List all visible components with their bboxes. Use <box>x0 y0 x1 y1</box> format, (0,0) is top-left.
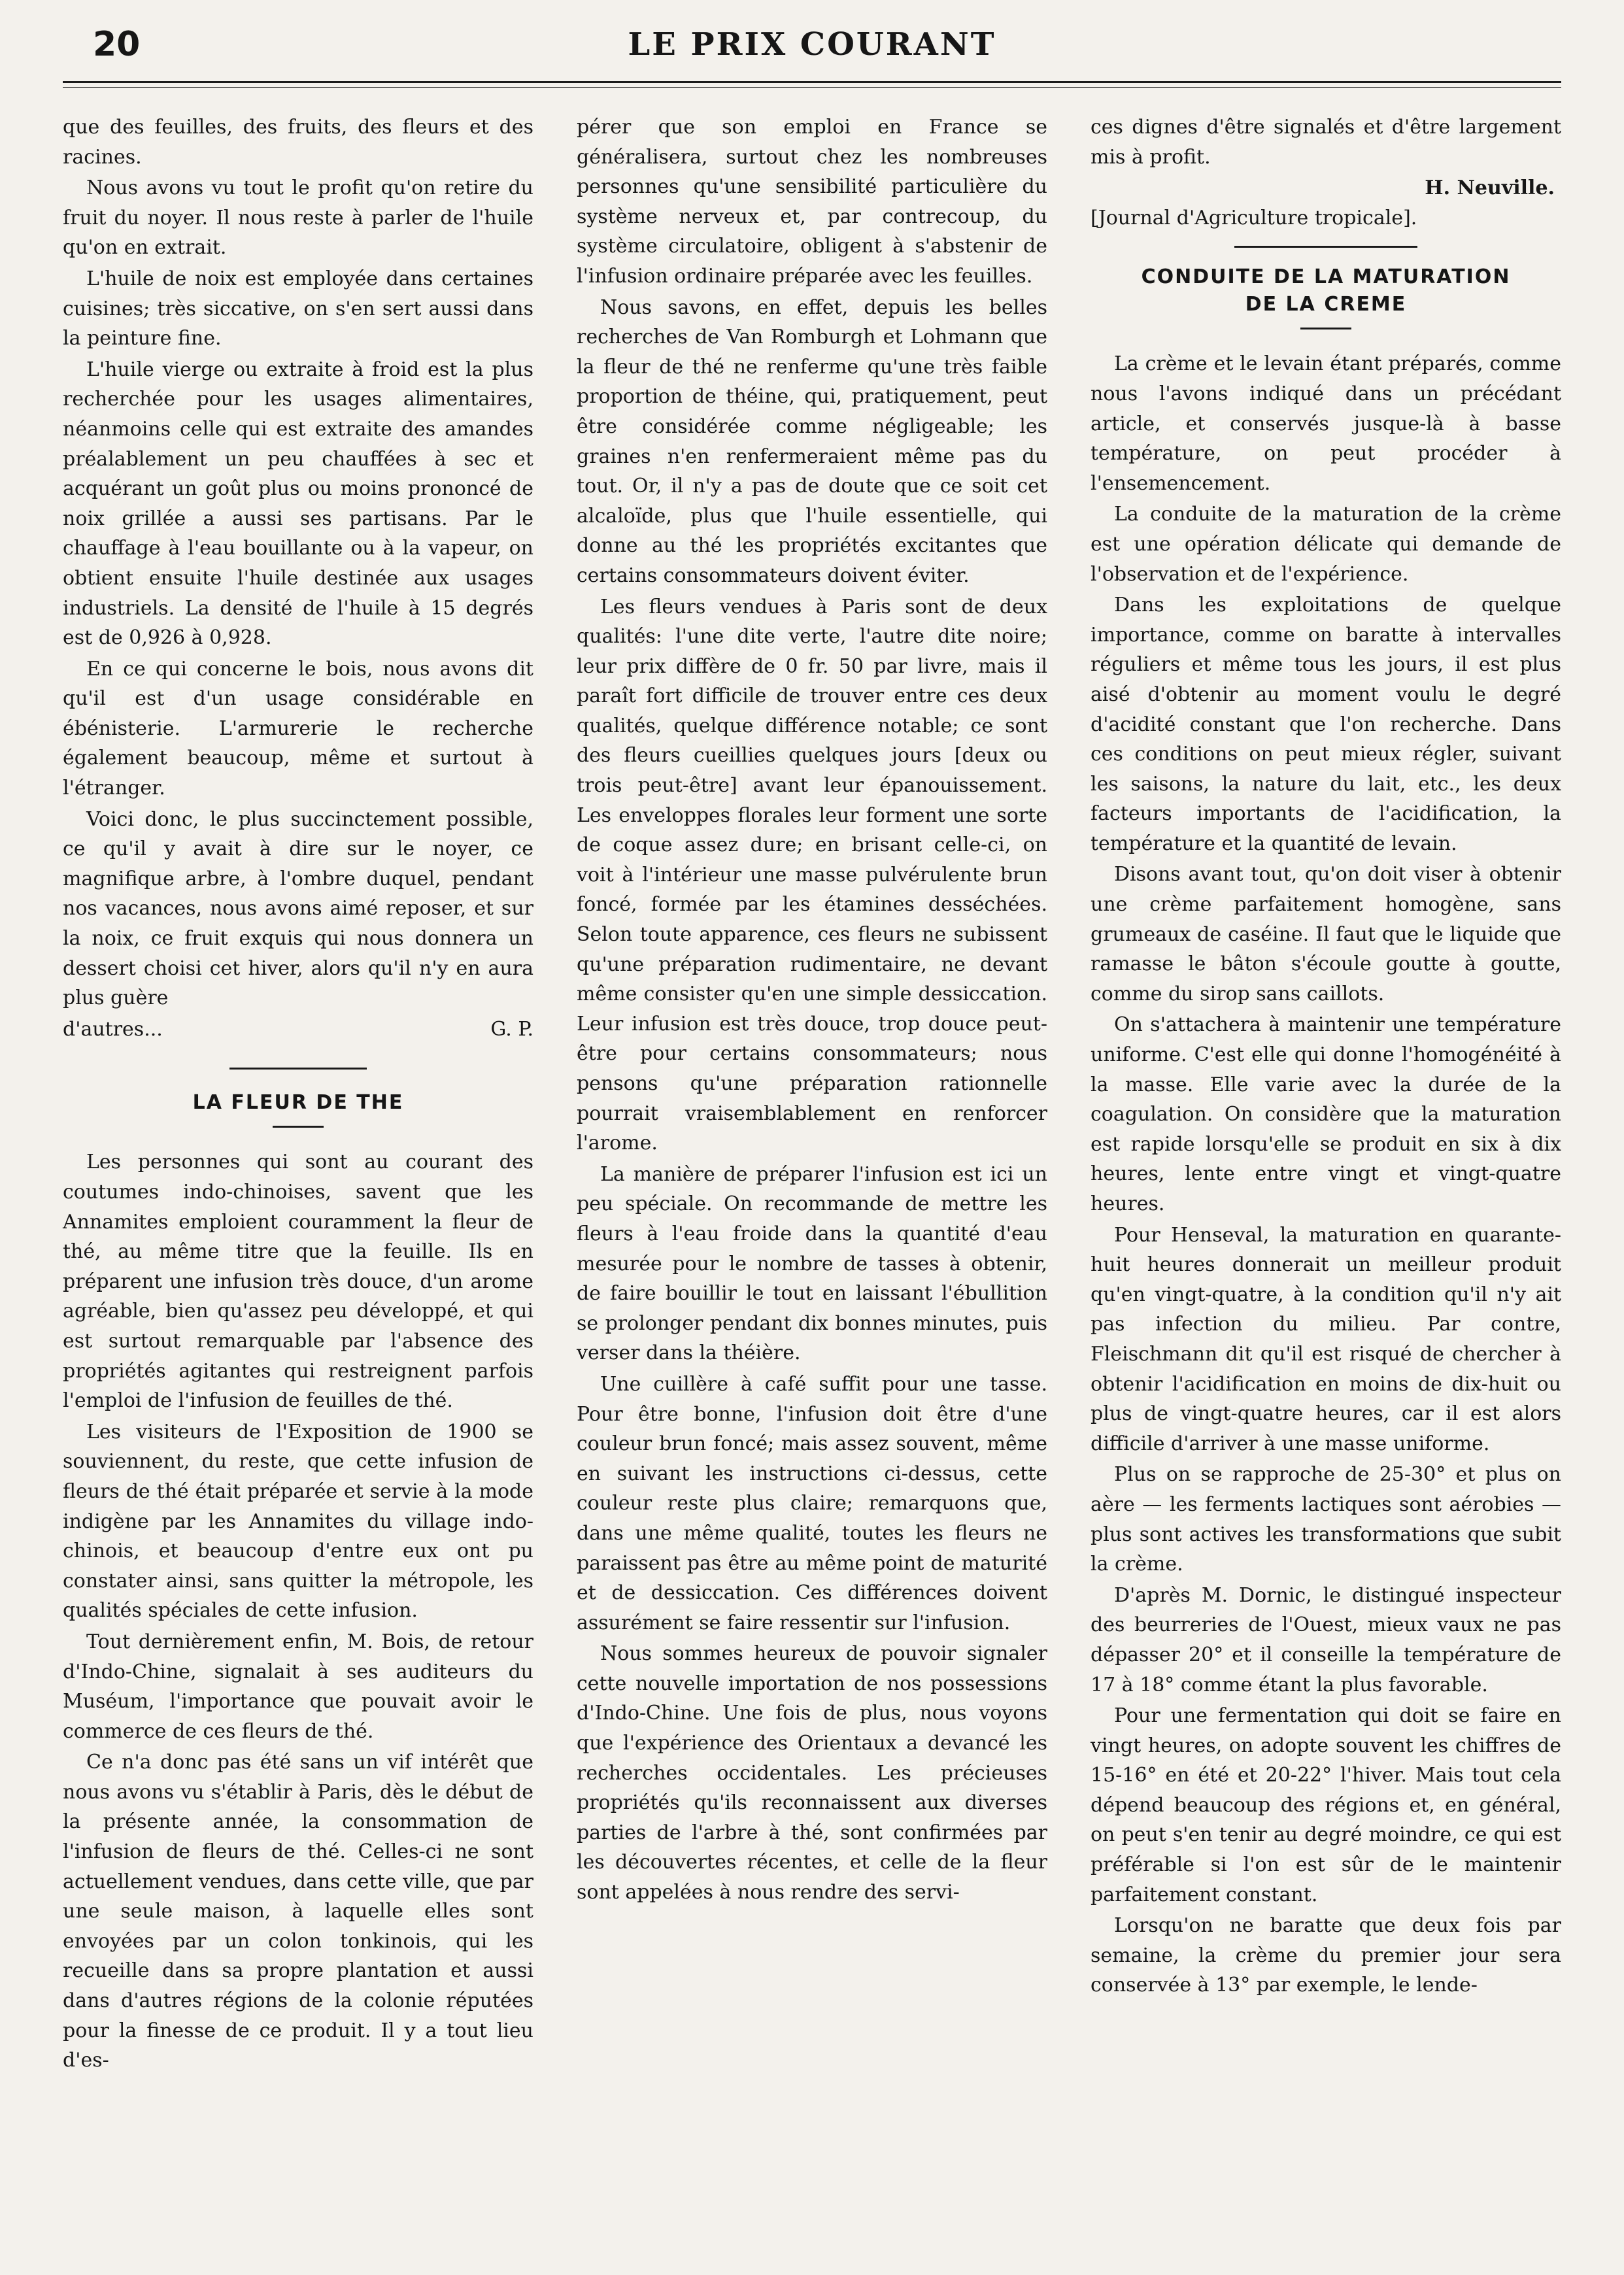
paragraph: Les visiteurs de l'Exposition de 1900 se souviennent, du reste, que cette infusion de fleurs de thé était préparée et servie à la mode indigène par les Annamites du village indo-chinois, et beaucoup d'entre eux ont pu constater ainsi, sans quitter la métropole, les qualités spéciales de cette infusion. <box>63 1420 533 1623</box>
section-heading-line: CONDUITE DE LA MATURATION <box>1141 265 1511 289</box>
paragraph: En ce qui concerne le bois, nous avons dit qu'il est d'un usage considérable en ébénisterie. L'armurerie le recherche également beaucoup, même et surtout à l'étranger. <box>63 657 533 800</box>
section-divider <box>229 1068 367 1070</box>
paragraph: Nous savons, en effet, depuis les belles recherches de Van Romburgh et Lohmann que la fleur de thé ne renferme qu'une très faible proportion de théine, qui, pratiquement, peut être considérée comme négligeable; les graines n'en renfermeraient même pas du tout. Or, il n'y a pas de doute que ce soit cet alcaloïde, plus que l'huile essentielle, qui donne au thé les propriétés excitantes que certains consommateurs doivent éviter. <box>577 295 1047 587</box>
paragraph: La manière de préparer l'infusion est ici un peu spéciale. On recommande de mettre les fleurs à l'eau froide dans la quantité d'eau mesurée pour le nombre de tasses à obtenir, de faire bouillir le tout en laissant l'ébullition se prolonger pendant dix bonnes minutes, puis verser dans la théière. <box>577 1162 1047 1365</box>
paragraph: Les fleurs vendues à Paris sont de deux qualités: l'une dite verte, l'autre dite noire; leur prix diffère de 0 fr. 50 par livre, mais il paraît fort difficile de trouver entre ces deux qualités, quelque différence notable; ce sont des fleurs cueillies quelques jours [deux ou trois peut-être] avant leur épanouissement. Les enveloppes florales leur forment une sorte de coque assez dure; en brisant celle-ci, on voit à l'intérieur une masse pulvérulente brun foncé, formée par les étamines desséchées. Selon toute apparence, ces fleurs ne subissent qu'une préparation rudimentaire, ne devant même consister qu'en une simple dessiccation. Leur infusion est très douce, trop douce peut-être pour certains consommateurs; nous pensons qu'une préparation rationnelle pourrait vraisemblablement en renforcer l'arome. <box>577 595 1047 1155</box>
paragraph: L'huile vierge ou extraite à froid est la plus recherchée pour les usages alimentaires, néanmoins celle qui est extraite des amandes préalablement un peu chauffées à sec et acquérant un goût plus ou moins prononcé de noix grillée a aussi ses partisans. Par le chauffage à l'eau bouillante ou à la vapeur, on obtient ensuite l'huile destinée aux usages industriels. La densité de l'huile à 15 degrés est de 0,926 à 0,928. <box>63 358 533 650</box>
publication-title: LE PRIX COURANT <box>628 26 996 63</box>
paragraph: Voici donc, le plus succinctement possible, ce qu'il y avait à dire sur le noyer, ce magnifique arbre, à l'ombre duquel, pendant nos vacances, nous avons aimé reposer, et sur la noix, ce fruit exquis qui nous donnera un dessert choisi cet hiver, alors qu'il n'y en aura plus guère <box>63 807 533 1010</box>
paragraph: ces dignes d'être signalés et d'être largement mis à profit. <box>1091 116 1561 169</box>
column-2 <box>577 112 1047 1909</box>
article-signature-line <box>63 1015 533 1045</box>
heading-underline <box>1300 328 1351 329</box>
paragraph: Nous avons vu tout le profit qu'on retire du fruit du noyer. Il nous reste à parler de l'huile qu'on en extrait. <box>63 177 533 260</box>
section-heading: LA FLEUR DE THE <box>192 1091 404 1115</box>
page-header <box>63 20 1561 72</box>
article-signature-line <box>1091 173 1561 203</box>
page-number: 20 <box>93 25 141 64</box>
paragraph: que des feuilles, des fruits, des fleurs et des racines. <box>63 116 533 169</box>
header-rule <box>63 81 1561 83</box>
paragraph: La conduite de la maturation de la crème est une opération délicate qui demande de l'observation et de l'expérience. <box>1091 503 1561 586</box>
section-heading <box>1091 263 1561 318</box>
paragraph: Ce n'a donc pas été sans un vif intérêt que nous avons vu s'établir à Paris, dès le début de la présente année, la consommation de l'infusion de fleurs de thé. Celles-ci ne sont actuellement vendues, dans cette ville, que par une seule maison, à laquelle elles sont envoyées par un colon tonkinois, qui les recueille dans sa propre plantation et aussi dans d'autres régions de la colonie réputées pour la finesse de ce produit. Il y a tout lieu d'es- <box>63 1751 533 2072</box>
paragraph: Tout dernièrement enfin, M. Bois, de retour d'Indo-Chine, signalait à ses auditeurs du Muséum, l'importance que pouvait avoir le commerce de ces fleurs de thé. <box>63 1630 533 1743</box>
section-heading-line: DE LA CREME <box>1245 293 1407 316</box>
paragraph: pérer que son emploi en France se généralisera, surtout chez les nombreuses personnes qu'une sensibilité particulière du système nerveux et, par contrecoup, du système circulatoire, obligent à s'abstenir de l'infusion ordinaire préparée avec les feuilles. <box>577 116 1047 288</box>
paragraph: D'après M. Dornic, le distingué inspecteur des beurreries de l'Ouest, mieux vaux ne pas dépasser 20° et il conseille la température de 17 à 18° comme étant la plus favorable. <box>1091 1583 1561 1696</box>
paragraph: La crème et le levain étant préparés, comme nous l'avons indiqué dans un précédant article, et conservés jusque-là à basse température, on peut procéder à l'ensemencement. <box>1091 352 1561 495</box>
paragraph: Lorsqu'on ne baratte que deux fois par semaine, la crème du premier jour sera conservée à 13° par exemple, le lende- <box>1091 1914 1561 1997</box>
paragraph: Pour Henseval, la maturation en quarante-huit heures donnerait un meilleur produit qu'en vingt-quatre, à la condition qu'il n'y ait pas infection du milieu. Par contre, Fleischmann dit qu'il est risqué de chercher à obtenir l'acidification en moins de dix-huit ou plus de vingt-quatre heures, car il est alors difficile d'arriver à une masse uniforme. <box>1091 1223 1561 1455</box>
column-1 <box>63 112 533 2077</box>
paragraph: Une cuillère à café suffit pour une tasse. Pour être bonne, l'infusion doit être d'une couleur brun foncé; mais assez souvent, même en suivant les instructions ci-dessus, cette couleur reste plus claire; remarquons que, dans une même qualité, toutes les fleurs ne paraissent pas être au même point de maturité et de dessiccation. Ces différences doivent assurément se faire ressentir sur l'infusion. <box>577 1372 1047 1634</box>
paragraph: Plus on se rapproche de 25-30° et plus on aère — les ferments lactiques sont aérobies — plus sont actives les transformations que subit la crème. <box>1091 1463 1561 1576</box>
paragraph: On s'attachera à maintenir une température uniforme. C'est elle qui donne l'homogénéité à la masse. Elle varie avec la durée de la coagulation. On considère que la maturation est rapide lorsqu'elle se produit en six à dix heures, lente entre vingt et vingt-quatre heures. <box>1091 1013 1561 1215</box>
paragraph: Les personnes qui sont au courant des coutumes indo-chinoises, savent que les Annamites emploient couramment la fleur de thé, au même titre que la feuille. Ils en préparent une infusion très douce, d'un arome agréable, bien qu'assez peu développé, et qui est surtout remarquable par l'absence des propriétés agitantes qui restreignent parfois l'emploi de l'infusion de feuilles de thé. <box>63 1151 533 1413</box>
column-3 <box>1091 112 1561 2002</box>
closing-text: d'autres... <box>63 1017 163 1041</box>
source-citation: [Journal d'Agriculture tropicale]. <box>1091 206 1417 229</box>
article-signature: H. Neuville. <box>1425 177 1555 200</box>
paragraph: Disons avant tout, qu'on doit viser à obtenir une crème parfaitement homogène, sans grumeaux de caséine. Il faut que le liquide que ramasse le bâton s'écoule goutte à goutte, comme du sirop sans caillots. <box>1091 863 1561 1005</box>
paragraph: Dans les exploitations de quelque importance, comme on baratte à intervalles réguliers et même tous les jours, il est plus aisé d'obtenir au moment voulu le degré d'acidité constant que l'on recherche. Dans ces conditions on peut mieux régler, suivant les saisons, la nature du lait, etc., les deux facteurs importants de l'acidification, la température et la quantité de levain. <box>1091 594 1561 855</box>
section-divider <box>1234 246 1417 248</box>
paragraph: Pour une fermentation qui doit se faire en vingt heures, on adopte souvent les chiffres de 15-16° en été et 20-22° l'hiver. Mais tout cela dépend beaucoup des régions et, en général, on peut s'en tenir au degré moindre, ce qui est préférable si l'on est sûr de le maintenir parfaitement constant. <box>1091 1704 1561 1906</box>
heading-underline <box>273 1126 324 1128</box>
paragraph: Nous sommes heureux de pouvoir signaler cette nouvelle importation de nos possessions d'Indo-Chine. Une fois de plus, nous voyons que l'expérience des Orientaux a devancé les recherches occidentales. Les précieuses propriétés qu'ils reconnaissent aux diverses parties de l'arbre à thé, sont confirmées par les découvertes récentes, et celle de la fleur sont appelées à nous rendre des servi- <box>577 1642 1047 1904</box>
header-rule-thin <box>63 87 1561 88</box>
article-signature: G. P. <box>490 1017 533 1041</box>
paragraph: L'huile de noix est employée dans certaines cuisines; très siccative, on s'en sert aussi dans la peinture fine. <box>63 267 533 350</box>
